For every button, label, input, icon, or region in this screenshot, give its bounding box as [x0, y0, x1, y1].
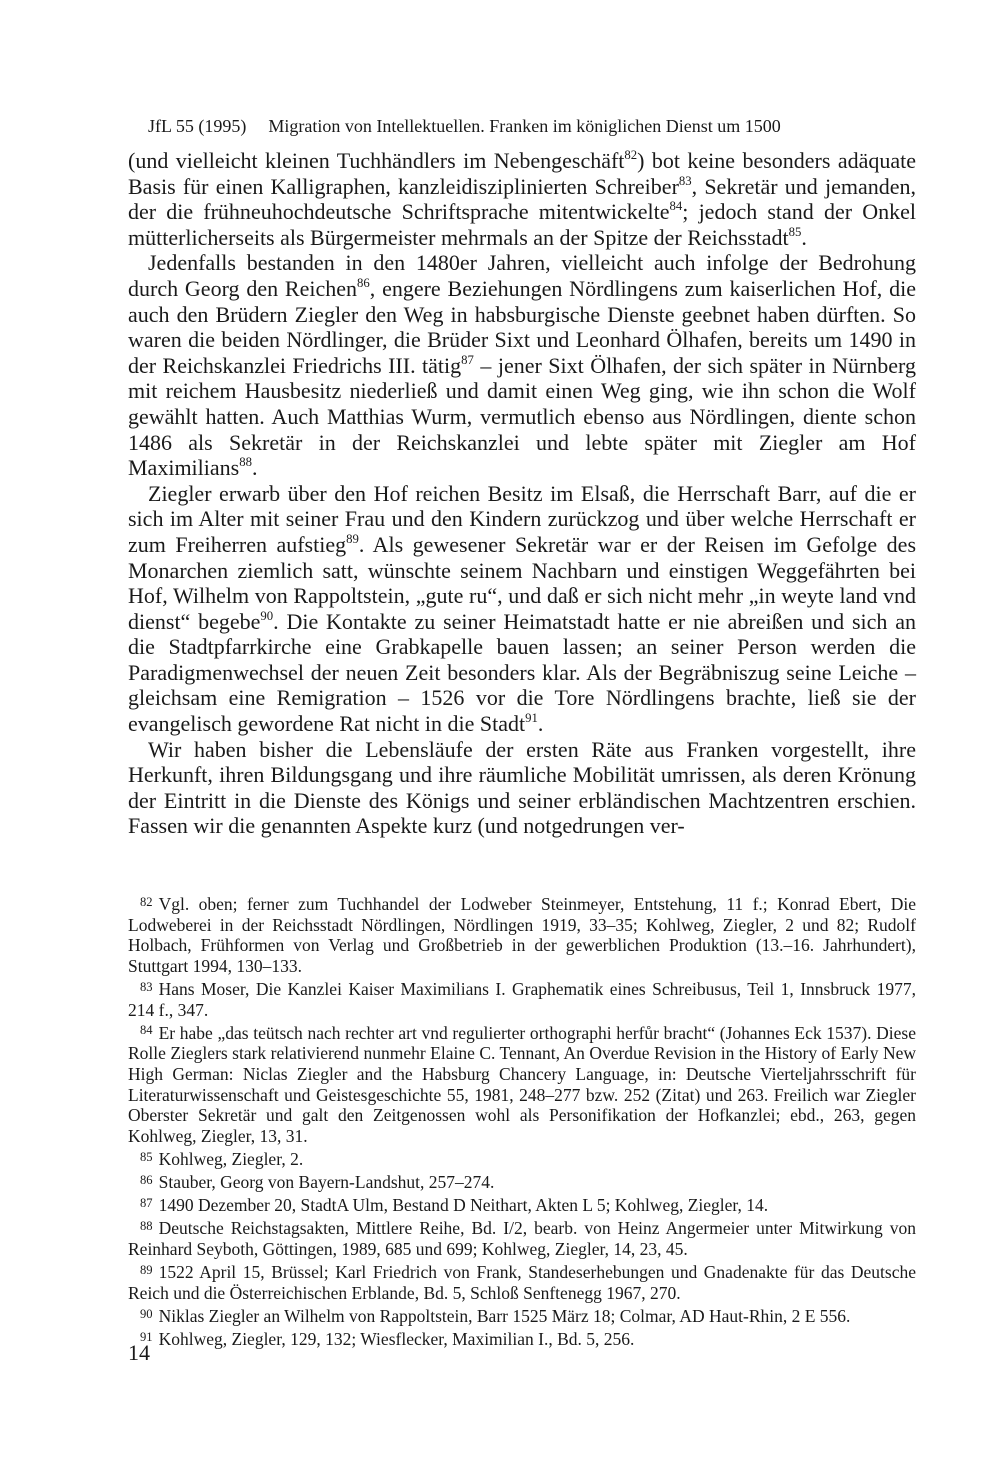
text-run: . [537, 711, 544, 737]
footnote-number: 87 [140, 1195, 153, 1210]
footnote [128, 1262, 916, 1303]
footnote-ref: 90 [260, 608, 274, 623]
text-run: – jener Sixt Ölhafen, der sich später in Nürnberg mit reichem Hausbesitz niederließ und damit einen Weg ging, wie ihn schon die Wolf gewählt hatten. Auch Matthias Wurm, vermutlich ebenso aus Nördlingen, diente schon 1486 als Sekretär in der Reichskanzlei und lebte später mit Ziegler am Hof Maximilians [128, 352, 916, 481]
footnote-ref: 84 [669, 199, 683, 214]
text-run: Jedenfalls bestanden in den 1480er Jahren, vielleicht auch infolge der Bedrohung durch Georg den Reichen [128, 250, 916, 301]
footnote [128, 1172, 916, 1193]
text-run: ; jedoch stand der Onkel mütterlicherseits als Bürgermeister mehrmals an der Spitze der Reichsstadt [128, 199, 916, 250]
footnote-number: 85 [140, 1149, 153, 1164]
footnote-text: Niklas Ziegler an Wilhelm von Rappoltstein, Barr 1525 März 18; Colmar, AD Haut-Rhin, 2 E 556. [158, 1306, 851, 1327]
footnote-ref: 82 [624, 148, 638, 163]
paragraph [128, 148, 916, 250]
footnote-number: 90 [140, 1306, 153, 1321]
footnote-number: 84 [140, 1023, 153, 1038]
text-run: . Als gewesener Sekretär war er der Reisen im Gefolge des Monarchen ziemlich satt, wünschte seinem Nachbarn und einstigen Weggefährten bei Hof, Wilhelm von Rappoltstein, „gute ru“, und daß er sich nicht mehr „in weyte land vnd dienst“ begebe [128, 531, 917, 634]
text-run: , engere Beziehungen Nördlingens zum kaiserlichen Hof, die auch den Brüdern Ziegler den Weg in habsburgische Dienste geebnet haben dürften. So waren die beiden Nördlinger, die Brüder Sixt und Leonhard Ölhafen, bereits um 1490 in der Reichskanzlei Friedrichs III. tätig [128, 275, 916, 378]
journal-citation: JfL 55 (1995) [148, 116, 247, 136]
text-run: , Sekretär und jemanden, der die frühneuhochdeutsche Schriftsprache mitentwickelte [128, 173, 916, 225]
footnote-ref: 91 [525, 711, 538, 726]
footnote-number: 89 [140, 1262, 153, 1277]
footnote-ref: 87 [461, 352, 474, 367]
running-title: Migration von Intellektuellen. Franken im königlichen Dienst um 1500 [268, 116, 781, 136]
footnote-text: Er habe „das teütsch nach rechter art vnd regulierter orthographi herfůr bracht“ (Johannes Eck 1537). Diese Rolle Zieglers stark relativierend nunmehr Elaine C. Tennant, An Overdue Revision in the History of Early New High German: Niclas Ziegler and the Habsburg Chancery Language, in: Deutsche Vierteljahrsschrift für Literaturwissenschaft und Geistesgeschichte 55, 1981, 248–277 bzw. 252 (Zitat) und 263. Freilich war Ziegler Oberster Sekretär und galt den Zeitgenossen wohl als Personifikation der Hofkanzlei; ebd., 263, gegen Kohlweg, Ziegler, 13, 31. [128, 1022, 916, 1146]
footnote [128, 1149, 916, 1170]
footnote [128, 1023, 916, 1147]
footnote-number: 88 [140, 1219, 153, 1234]
footnote-number: 86 [140, 1172, 153, 1187]
text-run: . [801, 224, 807, 250]
text-run: Ziegler erwarb über den Hof reichen Besitz im Elsaß, die Herrschaft Barr, auf die er sich im Alter mit seiner Frau und den Kindern zurückzog und über welche Herrschaft er zum Freiherren aufstieg [128, 480, 916, 557]
text-run: (und vielleicht kleinen Tuchhändlers im Nebengeschäft [128, 148, 625, 173]
text-run: ) bot keine besonders adäquate Basis für einen Kalligraphen, kanzleidisziplinierten Schreiber [128, 148, 916, 199]
footnote-ref: 86 [357, 276, 370, 291]
footnote-text: Deutsche Reichstagsakten, Mittlere Reihe, Bd. I/2, bearb. von Heinz Angermeier unter Mitwirkung von Reinhard Seyboth, Göttingen, 1989, 685 und 699; Kohlweg, Ziegler, 14, 23, 45. [128, 1218, 916, 1260]
footnote-text: Kohlweg, Ziegler, 2. [158, 1148, 304, 1169]
footnote-ref: 88 [239, 455, 252, 470]
page-number: 14 [128, 1340, 150, 1365]
footnote-number: 82 [140, 894, 153, 909]
footnote-ref: 85 [788, 224, 802, 239]
footnote-number: 83 [140, 979, 153, 994]
footnote [128, 1306, 916, 1327]
footnote [128, 1329, 916, 1350]
footnote-ref: 89 [346, 531, 359, 546]
running-head [148, 114, 868, 138]
paragraph [128, 737, 916, 839]
footnote-text: Hans Moser, Die Kanzlei Kaiser Maximilians I. Graphematik eines Schreibusus, Teil 1, Innsbruck 1977, 214 f., 347. [128, 978, 916, 1020]
text-run: . [251, 455, 258, 481]
body-text [128, 148, 916, 839]
footnote-text: Vgl. oben; ferner zum Tuchhandel der Lodweber Steinmeyer, Entstehung, 11 f.; Konrad Ebert, Die Lodweberei in der Reichsstadt Nördlingen, Nördlingen 1919, 33–35; Kohlweg, Ziegler, 2 und 82; Rudolf Holbach, Frühformen von Verlag und Großbetrieb in der gewerblichen Produktion (13.–16. Jahrhundert), Stuttgart 1994, 130–133. [128, 894, 916, 976]
footnote [128, 894, 916, 976]
text-run: Wir haben bisher die Lebensläufe der ersten Räte aus Franken vorgestellt, ihre Herkunft, ihren Bildungsgang und ihre räumliche Mobilität umrissen, als deren Krönung der Eintritt in die Dienste des Königs und seiner erbländischen Machtzentren erschien. Fassen wir die genannten Aspekte kurz (und notgedrungen ver- [128, 736, 916, 839]
footnote-number: 91 [140, 1329, 153, 1344]
paragraph [128, 481, 916, 737]
footnote-text: 1522 April 15, Brüssel; Karl Friedrich von Frank, Standeserhebungen und Gnadenakte für das Deutsche Reich und die Österreichischen Erblande, Bd. 5, Schloß Senftenegg 1967, 270. [128, 1262, 916, 1303]
paragraph [128, 250, 916, 480]
footnote-ref: 83 [678, 173, 692, 188]
footnote-text: Kohlweg, Ziegler, 129, 132; Wiesflecker, Maximilian I., Bd. 5, 256. [158, 1329, 635, 1350]
footnotes [128, 894, 916, 1352]
footnote [128, 1195, 916, 1216]
footnote-text: 1490 Dezember 20, StadtA Ulm, Bestand D Neithart, Akten L 5; Kohlweg, Ziegler, 14. [158, 1195, 769, 1216]
footnote [128, 1218, 916, 1259]
footnote [128, 979, 916, 1020]
footnote-text: Stauber, Georg von Bayern-Landshut, 257–274. [158, 1172, 495, 1193]
text-run: . Die Kontakte zu seiner Heimatstadt hatte er nie abreißen und sich an die Stadtpfarrkirche eine Grabkapelle bauen lassen; an seiner Person werden die Paradigmenwechsel der neuen Zeit besonders klar. Als der Begräbniszug seine Leiche – gleichsam eine Remigration – 1526 vor die Tore Nördlingens brachte, ließ sie der evangelisch gewordene Rat nicht in die Stadt [128, 608, 916, 737]
